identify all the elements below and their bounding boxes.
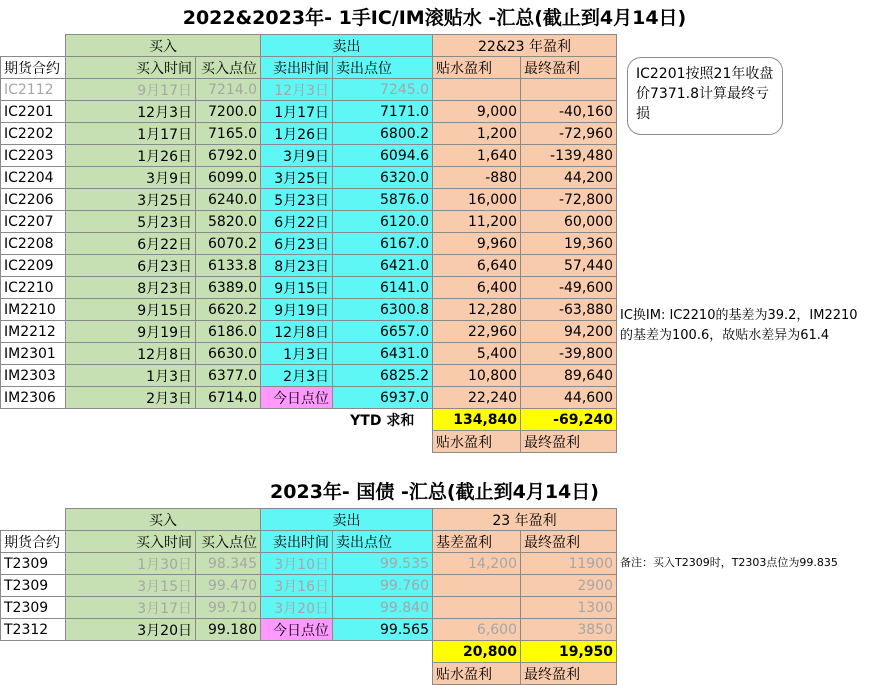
cell-final-profit[interactable]: 57,440 [521, 255, 617, 277]
cell-buy-point[interactable]: 6133.8 [196, 255, 261, 277]
cell-contract[interactable]: IC2206 [1, 189, 66, 211]
footer-final-label[interactable]: 最终盈利 [521, 663, 617, 685]
cell-contract[interactable]: IM2306 [1, 387, 66, 409]
cell-final-profit[interactable]: -139,480 [521, 145, 617, 167]
cell-sell-point[interactable]: 99.535 [333, 553, 433, 575]
buy-group-header[interactable]: 买入 [66, 35, 261, 57]
table2-title: 2023年- 国债 -汇总(截止到4月14日) [270, 481, 599, 503]
cell-contract[interactable]: IM2303 [1, 365, 66, 387]
col-header-buy-point[interactable]: 买入点位 [196, 531, 261, 553]
col-header-sell-time[interactable]: 卖出时间 [261, 531, 333, 553]
cell-sell-time[interactable]: 3月9日 [261, 145, 333, 167]
cell-buy-point[interactable]: 6240.0 [196, 189, 261, 211]
cell-contract[interactable]: IC2201 [1, 101, 66, 123]
cell-buy-time[interactable]: 2月3日 [66, 387, 196, 409]
table-row [1, 101, 617, 123]
cell-final-profit[interactable]: 2900 [521, 575, 617, 597]
cell-buy-point[interactable]: 6714.0 [196, 387, 261, 409]
cell-buy-time[interactable]: 8月23日 [66, 277, 196, 299]
cell-final-profit[interactable]: 89,640 [521, 365, 617, 387]
cell-buy-point[interactable]: 98.345 [196, 553, 261, 575]
cell-buy-time[interactable]: 9月17日 [66, 79, 196, 101]
cell-buy-time[interactable]: 1月3日 [66, 365, 196, 387]
cell-discount-profit[interactable]: 1,200 [433, 123, 521, 145]
cell-buy-time[interactable]: 3月15日 [66, 575, 196, 597]
col-header-buy-time[interactable]: 买入时间 [66, 57, 196, 79]
cell-buy-time[interactable]: 12月8日 [66, 343, 196, 365]
cell-contract[interactable]: IC2207 [1, 211, 66, 233]
cell-buy-time[interactable]: 1月30日 [66, 553, 196, 575]
footer-label-row [1, 431, 617, 453]
table1-title: 2022&2023年- 1手IC/IM滚贴水 -汇总(截止到4月14日) [182, 7, 687, 29]
cell-buy-time[interactable]: 3月17日 [66, 597, 196, 619]
column-header-row [1, 57, 617, 79]
cell-buy-time[interactable]: 3月20日 [66, 619, 196, 641]
buy-group-header[interactable]: 买入 [66, 509, 261, 531]
table-row [1, 343, 617, 365]
cell-discount-profit[interactable]: 9,000 [433, 101, 521, 123]
cell-final-profit[interactable]: 1300 [521, 597, 617, 619]
cell-sell-point[interactable]: 6431.0 [333, 343, 433, 365]
side-note-ic-to-im: IC换IM: IC2210的基差为39.2，IM2210的基差为100.6，故贴水差异为61.4 [620, 308, 858, 343]
cell-sell-point[interactable]: 6094.6 [333, 145, 433, 167]
col-header-final-profit[interactable]: 最终盈利 [521, 531, 617, 553]
cell-buy-time[interactable]: 12月3日 [66, 101, 196, 123]
cell-comment-ic2201: IC2201按照21年收盘价7371.8计算最终亏损 [627, 57, 783, 135]
cell-contract[interactable]: T2309 [1, 575, 66, 597]
cell-sell-time[interactable]: 今日点位 [261, 619, 333, 641]
cell-buy-time[interactable]: 9月15日 [66, 299, 196, 321]
cell-discount-profit[interactable]: 16,000 [433, 189, 521, 211]
cell-sell-time[interactable]: 3月16日 [261, 575, 333, 597]
cell-final-profit[interactable]: -63,880 [521, 299, 617, 321]
sum-discount[interactable]: 20,800 [433, 641, 521, 663]
cell-sell-time[interactable]: 1月26日 [261, 123, 333, 145]
table-row [1, 365, 617, 387]
cell-sell-time[interactable]: 9月15日 [261, 277, 333, 299]
cell-buy-point[interactable]: 6377.0 [196, 365, 261, 387]
cell-buy-point[interactable]: 6070.2 [196, 233, 261, 255]
sell-group-header[interactable]: 卖出 [261, 509, 433, 531]
cell-sell-time[interactable]: 今日点位 [261, 387, 333, 409]
cell-buy-point[interactable]: 6792.0 [196, 145, 261, 167]
col-header-buy-point[interactable]: 买入点位 [196, 57, 261, 79]
cell-buy-time[interactable]: 9月19日 [66, 321, 196, 343]
cell-sell-point[interactable]: 7171.0 [333, 101, 433, 123]
col-header-buy-time[interactable]: 买入时间 [66, 531, 196, 553]
table-row [1, 123, 617, 145]
cell-sell-time[interactable]: 12月3日 [261, 79, 333, 101]
cell-contract[interactable]: IC2209 [1, 255, 66, 277]
cell-sell-time[interactable]: 3月10日 [261, 553, 333, 575]
cell-sell-time[interactable]: 6月22日 [261, 211, 333, 233]
table-row [1, 233, 617, 255]
cell-final-profit[interactable] [521, 79, 617, 101]
footer-discount-label[interactable]: 贴水盈利 [433, 431, 521, 453]
cell-final-profit[interactable]: 44,600 [521, 387, 617, 409]
cell-buy-point[interactable]: 5820.0 [196, 211, 261, 233]
col-header-final-profit[interactable]: 最终盈利 [521, 57, 617, 79]
cell-sell-point[interactable]: 99.760 [333, 575, 433, 597]
cell-sell-time[interactable]: 2月3日 [261, 365, 333, 387]
cell-buy-point[interactable]: 99.180 [196, 619, 261, 641]
cell-contract[interactable]: IM2210 [1, 299, 66, 321]
cell-final-profit[interactable]: 94,200 [521, 321, 617, 343]
cell-contract[interactable]: IC2112 [1, 79, 66, 101]
cell-sell-point[interactable]: 6167.0 [333, 233, 433, 255]
cell-buy-point[interactable]: 6389.0 [196, 277, 261, 299]
cell-discount-profit[interactable]: 6,600 [433, 619, 521, 641]
col-header-contract[interactable]: 期货合约 [1, 57, 66, 79]
sum-row [1, 641, 617, 663]
table-row [1, 321, 617, 343]
cell-discount-profit[interactable]: 11,200 [433, 211, 521, 233]
profit-group-header[interactable]: 22&23 年盈利 [433, 35, 617, 57]
cell-sell-time[interactable]: 1月3日 [261, 343, 333, 365]
col-header-contract[interactable]: 期货合约 [1, 531, 66, 553]
col-header-sell-time[interactable]: 卖出时间 [261, 57, 333, 79]
cell-sell-time[interactable]: 3月20日 [261, 597, 333, 619]
side-note-t2309: 备注：买入T2309时，T2303点位为99.835 [620, 556, 838, 569]
cell-buy-time[interactable]: 5月23日 [66, 211, 196, 233]
cell-buy-point[interactable]: 7165.0 [196, 123, 261, 145]
cell-sell-point[interactable]: 6120.0 [333, 211, 433, 233]
cell-buy-time[interactable]: 3月25日 [66, 189, 196, 211]
cell-discount-profit[interactable]: 9,960 [433, 233, 521, 255]
table-row [1, 597, 617, 619]
cell-sell-point[interactable]: 5876.0 [333, 189, 433, 211]
cell-sell-point[interactable]: 6141.0 [333, 277, 433, 299]
cell-final-profit[interactable]: 60,000 [521, 211, 617, 233]
cell-discount-profit[interactable]: 22,240 [433, 387, 521, 409]
cell-discount-profit[interactable]: 10,800 [433, 365, 521, 387]
cell-sell-point[interactable]: 6421.0 [333, 255, 433, 277]
cell-sell-time[interactable]: 12月8日 [261, 321, 333, 343]
table-row [1, 387, 617, 409]
cell-final-profit[interactable]: -40,160 [521, 101, 617, 123]
cell-sell-time[interactable]: 9月19日 [261, 299, 333, 321]
cell-discount-profit[interactable]: 1,640 [433, 145, 521, 167]
table-row [1, 277, 617, 299]
sell-group-header[interactable]: 卖出 [261, 35, 433, 57]
cell-contract[interactable]: T2309 [1, 597, 66, 619]
cell-discount-profit[interactable]: -880 [433, 167, 521, 189]
table-row [1, 189, 617, 211]
table-row [1, 211, 617, 233]
cell-discount-profit[interactable] [433, 575, 521, 597]
cell-buy-time[interactable]: 6月22日 [66, 233, 196, 255]
cell-sell-point[interactable]: 99.565 [333, 619, 433, 641]
cell-sell-point[interactable]: 6657.0 [333, 321, 433, 343]
table-row [1, 145, 617, 167]
cell-buy-time[interactable]: 1月17日 [66, 123, 196, 145]
cell-final-profit[interactable]: 19,360 [521, 233, 617, 255]
cell-buy-time[interactable]: 1月26日 [66, 145, 196, 167]
group-header-row [1, 509, 617, 531]
col-header-discount-profit[interactable]: 贴水盈利 [433, 57, 521, 79]
cell-sell-time[interactable]: 3月25日 [261, 167, 333, 189]
cell-buy-point[interactable]: 7200.0 [196, 101, 261, 123]
table-row [1, 79, 617, 101]
col-header-sell-point[interactable]: 卖出点位 [333, 57, 433, 79]
cell-discount-profit[interactable]: 5,400 [433, 343, 521, 365]
ytd-label[interactable]: YTD 求和 [350, 412, 415, 429]
table-row [1, 619, 617, 641]
cell-final-profit[interactable]: -39,800 [521, 343, 617, 365]
cell-final-profit[interactable]: 11900 [521, 553, 617, 575]
cell-discount-profit[interactable]: 14,200 [433, 553, 521, 575]
cell-sell-point[interactable]: 6937.0 [333, 387, 433, 409]
column-header-row [1, 531, 617, 553]
cell-sell-point[interactable]: 6300.8 [333, 299, 433, 321]
footer-final-label[interactable]: 最终盈利 [521, 431, 617, 453]
cell-buy-point[interactable]: 6186.0 [196, 321, 261, 343]
ic-im-summary-table [0, 34, 617, 453]
cell-contract[interactable]: T2309 [1, 553, 66, 575]
cell-discount-profit[interactable]: 6,400 [433, 277, 521, 299]
cell-final-profit[interactable]: 3850 [521, 619, 617, 641]
cell-sell-time[interactable]: 8月23日 [261, 255, 333, 277]
cell-discount-profit[interactable]: 22,960 [433, 321, 521, 343]
cell-buy-time[interactable]: 6月23日 [66, 255, 196, 277]
col-header-sell-point[interactable]: 卖出点位 [333, 531, 433, 553]
cell-sell-time[interactable]: 6月23日 [261, 233, 333, 255]
cell-sell-point[interactable]: 6800.2 [333, 123, 433, 145]
ytd-row [1, 409, 617, 431]
footer-label-row [1, 663, 617, 685]
cell-discount-profit[interactable] [433, 79, 521, 101]
cell-sell-point[interactable]: 99.840 [333, 597, 433, 619]
cell-buy-point[interactable]: 6630.0 [196, 343, 261, 365]
sum-final[interactable]: 19,950 [521, 641, 617, 663]
cell-contract[interactable]: IC2210 [1, 277, 66, 299]
treasury-summary-table [0, 508, 617, 685]
cell-sell-point[interactable]: 6825.2 [333, 365, 433, 387]
table-row [1, 553, 617, 575]
group-header-row [1, 35, 617, 57]
footer-discount-label[interactable]: 贴水盈利 [433, 663, 521, 685]
ytd-discount-sum[interactable]: 134,840 [433, 409, 521, 431]
ytd-final-sum[interactable]: -69,240 [521, 409, 617, 431]
cell-contract[interactable]: IC2203 [1, 145, 66, 167]
cell-contract[interactable]: IM2301 [1, 343, 66, 365]
cell-discount-profit[interactable]: 6,640 [433, 255, 521, 277]
cell-final-profit[interactable]: 44,200 [521, 167, 617, 189]
profit-group-header[interactable]: 23 年盈利 [433, 509, 617, 531]
col-header-basis-profit[interactable]: 基差盈利 [433, 531, 521, 553]
cell-buy-point[interactable]: 6620.2 [196, 299, 261, 321]
table-row [1, 575, 617, 597]
table-row [1, 255, 617, 277]
cell-discount-profit[interactable] [433, 597, 521, 619]
cell-buy-point[interactable]: 99.710 [196, 597, 261, 619]
cell-sell-time[interactable]: 5月23日 [261, 189, 333, 211]
cell-contract[interactable]: IC2204 [1, 167, 66, 189]
cell-sell-point[interactable]: 6320.0 [333, 167, 433, 189]
cell-contract[interactable]: T2312 [1, 619, 66, 641]
table-row [1, 299, 617, 321]
cell-buy-point[interactable]: 99.470 [196, 575, 261, 597]
cell-sell-time[interactable]: 1月17日 [261, 101, 333, 123]
table-row [1, 167, 617, 189]
cell-discount-profit[interactable]: 12,280 [433, 299, 521, 321]
cell-buy-point[interactable]: 6099.0 [196, 167, 261, 189]
cell-contract[interactable]: IC2202 [1, 123, 66, 145]
cell-contract[interactable]: IM2212 [1, 321, 66, 343]
cell-buy-time[interactable]: 3月9日 [66, 167, 196, 189]
cell-contract[interactable]: IC2208 [1, 233, 66, 255]
cell-buy-point[interactable]: 7214.0 [196, 79, 261, 101]
cell-final-profit[interactable]: -49,600 [521, 277, 617, 299]
cell-final-profit[interactable]: -72,960 [521, 123, 617, 145]
cell-sell-point[interactable]: 7245.0 [333, 79, 433, 101]
cell-final-profit[interactable]: -72,800 [521, 189, 617, 211]
